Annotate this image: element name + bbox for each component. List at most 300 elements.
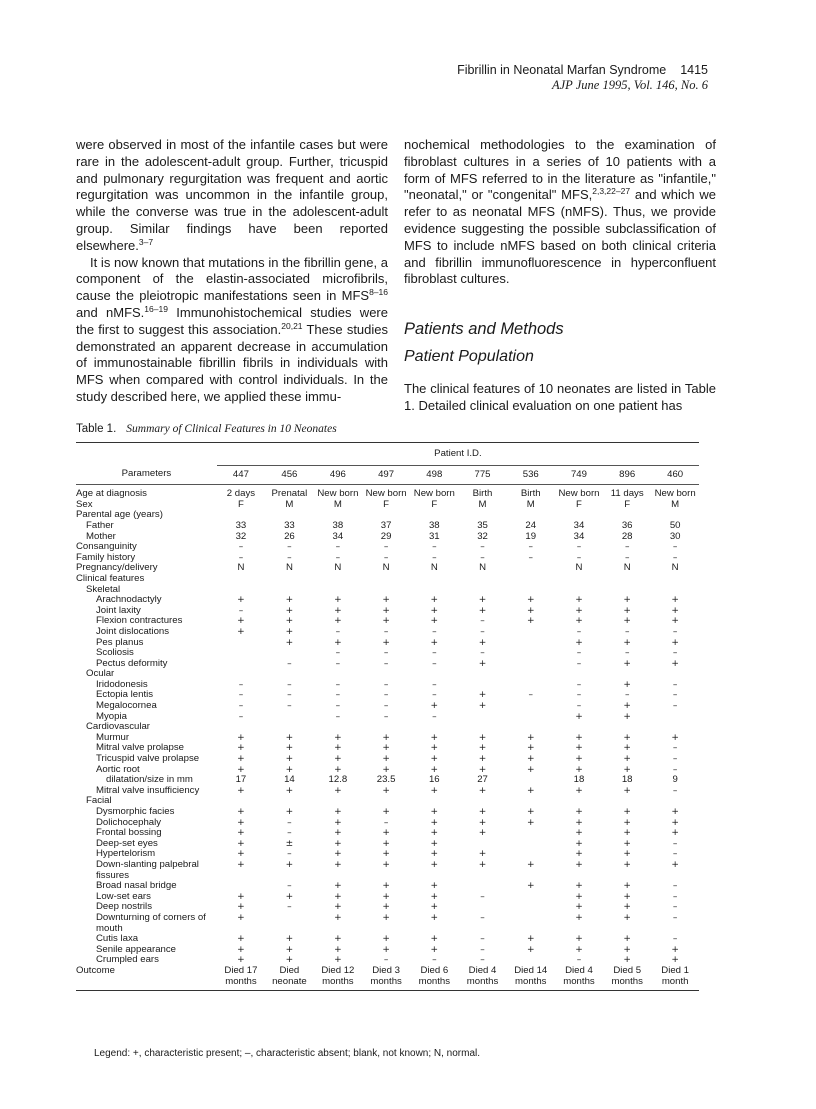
table-cell: +	[430, 912, 439, 923]
table-cell: 32	[477, 530, 488, 542]
table-cell: 31	[428, 530, 440, 542]
table-row	[76, 722, 699, 733]
table-cell	[507, 574, 555, 585]
table-row	[76, 500, 699, 511]
table-cell: –	[287, 542, 292, 553]
row-label: Family history	[76, 551, 136, 563]
table-cell	[507, 680, 555, 691]
table-cell: +	[382, 881, 390, 892]
patient-id-header: 775	[474, 468, 491, 480]
table-cell: +	[382, 912, 390, 923]
table-cell: +	[526, 807, 535, 817]
table-cell: F	[576, 498, 582, 510]
table-cell: +	[575, 732, 583, 743]
table-cell: +	[575, 764, 583, 775]
table-row	[76, 966, 699, 987]
table-cell: +	[334, 732, 342, 743]
table-cell	[265, 796, 314, 807]
table-cell: +	[623, 944, 631, 955]
table-cell: +	[623, 701, 631, 712]
table-cell: +	[623, 637, 631, 648]
table-cell: –	[238, 605, 244, 616]
table-cell: +	[623, 891, 631, 902]
table-cell: +	[334, 912, 342, 923]
row-label: Hypertelorism	[96, 848, 156, 860]
table-cell: +	[671, 595, 679, 606]
table-cell: +	[575, 859, 583, 870]
table-cell: +	[623, 807, 631, 817]
table-cell: +	[382, 859, 390, 870]
table-cell: –	[672, 743, 678, 754]
table-caption	[76, 423, 337, 435]
table-cell: +	[285, 944, 294, 955]
table-cell: +	[334, 859, 342, 870]
table-cell	[458, 585, 506, 596]
table-cell	[410, 585, 458, 596]
table-cell: –	[335, 542, 341, 553]
table-cell: New born	[558, 488, 600, 500]
table-cell: +	[478, 595, 487, 606]
table-row	[76, 563, 699, 574]
table-cell: 23.5	[376, 774, 396, 786]
journal-citation: AJP June 1995, Vol. 146, No. 6	[552, 78, 708, 92]
table-row	[76, 881, 699, 892]
table-cell: +	[237, 828, 245, 839]
table-cell: –	[383, 626, 389, 637]
table-cell	[603, 574, 651, 585]
table-cell: 27	[477, 774, 488, 786]
table-cell	[362, 669, 410, 680]
table-row	[76, 638, 699, 649]
table-cell: +	[478, 732, 487, 743]
row-label: Mitral valve prolapse	[96, 742, 184, 754]
table-cell: +	[575, 754, 583, 765]
table-cell: +	[623, 817, 631, 828]
table-cell	[603, 669, 651, 680]
table-cell: +	[430, 859, 439, 870]
table-row	[76, 892, 699, 903]
table-cell	[265, 585, 314, 596]
row-label: Joint dislocations	[96, 625, 170, 637]
table-cell: +	[430, 637, 439, 648]
table-cell: –	[672, 912, 678, 923]
row-label: Pregnancy/delivery	[76, 562, 158, 574]
table-cell: +	[237, 754, 245, 765]
table-cell: –	[383, 690, 389, 701]
table-cell: New born	[413, 488, 455, 500]
table-cell: +	[382, 732, 390, 743]
table-cell: +	[285, 891, 294, 902]
table-cell	[410, 574, 458, 585]
table-row	[76, 860, 699, 881]
table-cell: –	[287, 679, 292, 690]
paragraph-text: It is now known that mutations in the fibrillin gene, a component of the elastin-associated microfibrils, cause the pleiotropic manifestations seen in MFS	[76, 254, 388, 304]
table-cell: 33	[284, 519, 295, 531]
table-cell: +	[382, 754, 390, 765]
table-cell: +	[285, 955, 294, 966]
table-row	[76, 659, 699, 670]
table-cell: –	[238, 701, 244, 712]
table-cell: +	[478, 754, 487, 765]
table-cell: +	[334, 944, 342, 955]
table-cell: N	[623, 562, 631, 574]
table-cell: +	[237, 785, 245, 796]
table-cell	[507, 638, 555, 649]
table-cell: +	[623, 859, 631, 870]
table-cell: +	[430, 944, 439, 955]
table-cell: +	[430, 701, 439, 712]
table-cell: +	[671, 605, 679, 616]
table-cell: +	[430, 817, 439, 828]
table-cell	[314, 585, 362, 596]
table-row	[76, 627, 699, 638]
table-cell: –	[480, 934, 485, 945]
row-label: Broad nasal bridge	[96, 880, 177, 892]
table-cell: –	[238, 679, 244, 690]
table-cell	[458, 839, 506, 850]
table-cell: F	[383, 498, 390, 510]
table-row	[76, 574, 699, 585]
table-cell: +	[382, 944, 390, 955]
table-cell: +	[382, 891, 390, 902]
table-cell: –	[335, 701, 341, 712]
table-cell: –	[672, 764, 678, 775]
table-cell: +	[334, 595, 342, 606]
row-label: Down-slanting palpebral fissures	[96, 858, 199, 881]
table-row	[76, 913, 699, 934]
table-row	[76, 521, 699, 532]
table-cell	[265, 722, 314, 733]
table-cell: +	[382, 637, 390, 648]
table-cell: –	[576, 658, 582, 669]
table-cell: +	[430, 743, 439, 754]
table-cell: +	[334, 881, 342, 892]
row-label: Low-set ears	[96, 890, 151, 902]
table-cell	[362, 796, 410, 807]
table-cell: +	[671, 828, 679, 839]
table-cell: –	[287, 658, 292, 669]
table-cell: +	[237, 626, 245, 637]
table-cell	[217, 881, 265, 892]
row-label: Arachnodactyly	[96, 594, 162, 606]
table-row	[76, 839, 699, 850]
table-cell	[651, 669, 699, 680]
table-cell: +	[430, 934, 439, 945]
table-row	[76, 542, 699, 553]
patient-id-header: 497	[378, 468, 395, 480]
table-cell: Died 6 months	[418, 964, 451, 987]
table-cell: +	[575, 912, 583, 923]
table-cell: N	[430, 562, 438, 574]
table-cell	[265, 648, 314, 659]
table-row	[76, 585, 699, 596]
row-label: Megalocornea	[96, 700, 157, 712]
right-column	[404, 137, 716, 415]
table-cell: 35	[477, 519, 488, 531]
table-cell: –	[287, 552, 292, 563]
table-cell	[555, 574, 603, 585]
table-cell: –	[287, 817, 292, 828]
table-cell: +	[575, 743, 583, 754]
table-cell: 18	[573, 774, 585, 786]
table-cell	[507, 828, 555, 839]
table-cell	[410, 796, 458, 807]
table-cell: –	[672, 552, 678, 563]
table-cell: +	[575, 605, 583, 616]
table-cell: Birth	[520, 488, 541, 500]
table-cell: +	[334, 785, 342, 796]
table-cell	[555, 796, 603, 807]
reference: 2,3,22–27	[592, 186, 631, 197]
table-cell: +	[382, 605, 390, 616]
table-cell	[314, 796, 362, 807]
table-cell: +	[285, 754, 294, 765]
table-cell: +	[334, 891, 342, 902]
table-cell: –	[672, 902, 678, 913]
row-label: Joint laxity	[96, 604, 141, 616]
table-cell: +	[430, 616, 439, 627]
table-cell: +	[623, 732, 631, 743]
table-cell: +	[526, 934, 535, 945]
table-cell: 29	[380, 530, 392, 542]
section-heading: Patients and Methods	[404, 320, 564, 339]
table-cell: +	[478, 605, 487, 616]
table-cell: +	[671, 817, 679, 828]
table-cell: +	[575, 595, 583, 606]
table-cell: +	[430, 732, 439, 743]
table-cell: +	[575, 891, 583, 902]
table-cell	[555, 585, 603, 596]
table-cell: –	[672, 934, 678, 945]
table-cell	[507, 775, 555, 786]
table-cell: –	[672, 626, 678, 637]
patient-id-header: 447	[232, 468, 249, 480]
table-cell: –	[576, 701, 582, 712]
table-cell: –	[480, 552, 485, 563]
table-cell: Died 12 months	[321, 964, 355, 987]
table-cell: +	[237, 891, 245, 902]
table-cell: +	[334, 817, 342, 828]
table-cell: +	[478, 828, 487, 839]
table-cell	[507, 849, 555, 860]
table-cell: +	[575, 807, 583, 817]
table-cell	[507, 712, 555, 723]
row-label: Tricuspid valve prolapse	[96, 753, 200, 765]
table-cell: +	[334, 955, 342, 966]
table-cell	[217, 638, 265, 649]
table-cell: +	[382, 902, 390, 913]
table-cell: –	[432, 542, 437, 553]
row-label: Ectopia lentis	[96, 689, 154, 701]
paragraph	[404, 137, 716, 288]
table-cell: M	[333, 498, 342, 510]
row-label: Father	[86, 519, 114, 531]
row-label: Senile appearance	[96, 943, 177, 955]
patient-id-group-header: Patient I.D.	[217, 443, 699, 465]
table-cell	[507, 796, 555, 807]
table-cell: +	[285, 859, 294, 870]
table-cell: –	[480, 626, 485, 637]
table-cell: –	[672, 542, 678, 553]
table-cell	[458, 796, 506, 807]
table-cell: N	[671, 562, 679, 574]
table-cell: +	[671, 637, 679, 648]
row-label: Deep nostrils	[96, 901, 152, 913]
table-cell: +	[478, 849, 487, 860]
table-cell: +	[334, 616, 342, 627]
table-row	[76, 701, 699, 712]
table-cell: +	[334, 637, 342, 648]
table-cell: +	[623, 955, 631, 966]
table-cell: +	[575, 934, 583, 945]
table-cell: +	[237, 743, 245, 754]
table-cell	[458, 669, 506, 680]
table-cell: +	[526, 944, 535, 955]
table-cell: 50	[669, 519, 681, 531]
table-cell: –	[528, 542, 533, 553]
table-cell: –	[672, 679, 678, 690]
table-cell: +	[478, 690, 487, 701]
table-cell: +	[285, 637, 294, 648]
table-cell: +	[382, 743, 390, 754]
table-cell	[217, 648, 265, 659]
table-cell: +	[430, 902, 439, 913]
table-cell: 2 days	[226, 488, 256, 500]
table-cell: +	[623, 711, 631, 722]
table-cell: –	[624, 648, 630, 659]
table-cell: +	[526, 732, 535, 743]
table-cell: New born	[365, 488, 407, 500]
row-label: Iridodonesis	[96, 678, 148, 690]
table-cell: –	[576, 552, 582, 563]
table-cell: –	[672, 849, 678, 860]
table-cell: +	[430, 595, 439, 606]
table-cell: –	[383, 552, 389, 563]
table-cell	[265, 669, 314, 680]
table-cell: +	[623, 785, 631, 796]
table-cell: +	[671, 658, 679, 669]
table-cell: +	[671, 859, 679, 870]
table-cell: –	[576, 648, 582, 659]
table-cell: +	[671, 732, 679, 743]
row-label: Sex	[76, 498, 93, 510]
table-cell: –	[335, 679, 341, 690]
table-cell: –	[432, 711, 437, 722]
table-cell: +	[285, 743, 294, 754]
table-cell: –	[287, 701, 292, 712]
row-label: Consanguinity	[76, 541, 137, 553]
table-cell: –	[480, 616, 485, 627]
table-cell: –	[480, 648, 485, 659]
table-cell: +	[623, 605, 631, 616]
table-cell	[265, 574, 314, 585]
table-cell: +	[478, 743, 487, 754]
table-cell: +	[237, 859, 245, 870]
table-cell	[217, 669, 265, 680]
table-cell: Died neonate	[272, 964, 307, 987]
table-cell	[507, 892, 555, 903]
table-cell: +	[623, 828, 631, 839]
patient-id-header: 456	[281, 468, 298, 480]
table-cell	[603, 722, 651, 733]
table-cell: M	[526, 498, 535, 510]
table-cell	[458, 902, 506, 913]
table-cell: +	[671, 807, 679, 817]
subsection-heading: Patient Population	[404, 348, 534, 366]
table-cell: +	[430, 838, 439, 849]
table-cell: +	[285, 785, 294, 796]
row-label: Parental age (years)	[76, 509, 163, 521]
patient-id-header: 498	[426, 468, 443, 480]
table-cell: –	[287, 849, 292, 860]
table-cell: +	[430, 828, 439, 839]
table-row	[76, 485, 699, 500]
table-cell: +	[575, 881, 583, 892]
table-cell: +	[382, 934, 390, 945]
table-cell: +	[623, 912, 631, 923]
row-label: Frontal bossing	[96, 827, 162, 839]
row-label: Age at diagnosis	[76, 488, 147, 500]
table-cell	[410, 722, 458, 733]
row-label: Dysmorphic facies	[96, 806, 175, 817]
table-cell: +	[237, 732, 245, 743]
table-cell: –	[432, 626, 437, 637]
table-cell: –	[576, 626, 582, 637]
table-cell: +	[478, 785, 487, 796]
table-cell: +	[237, 944, 245, 955]
table-cell: 16	[428, 774, 440, 786]
table-cell	[458, 881, 506, 892]
table-cell: +	[430, 754, 439, 765]
table-cell: 26	[284, 530, 295, 542]
table-cell: +	[237, 595, 245, 606]
table-row	[76, 616, 699, 627]
table-cell: +	[334, 849, 342, 860]
table-cell: +	[334, 605, 342, 616]
left-column	[76, 137, 388, 406]
paragraph-text: Immunohistochemical studies were the first to suggest this association.	[76, 304, 388, 337]
reference: 16–19	[144, 303, 168, 314]
table-cell: Died 5 months	[611, 964, 643, 987]
table-cell	[603, 796, 651, 807]
row-label: Dolichocephaly	[96, 816, 162, 828]
table-cell: –	[480, 944, 485, 955]
table-cell: 34	[332, 530, 344, 542]
paragraph-text: and nMFS.	[76, 304, 145, 320]
table-cell: +	[623, 902, 631, 913]
table-cell	[507, 913, 555, 934]
table-cell: –	[432, 658, 437, 669]
table-cell	[507, 648, 555, 659]
table-cell: +	[334, 764, 342, 775]
table-cell: –	[335, 711, 341, 722]
table-cell: –	[672, 701, 678, 712]
table-cell: +	[382, 595, 390, 606]
table-cell	[651, 574, 699, 585]
row-label: Pes planus	[96, 636, 144, 648]
table-cell	[507, 563, 555, 574]
page-number: 1415	[680, 63, 708, 77]
table-cell: ±	[285, 838, 294, 849]
table-row	[76, 945, 699, 956]
table-cell: +	[382, 838, 390, 849]
table-cell: –	[335, 552, 341, 563]
table-cell: 32	[235, 530, 247, 542]
table-cell: 34	[573, 530, 585, 542]
table-cell: –	[238, 690, 244, 701]
row-label: dilatation/size in mm	[106, 774, 193, 786]
table-cell: –	[432, 679, 437, 690]
